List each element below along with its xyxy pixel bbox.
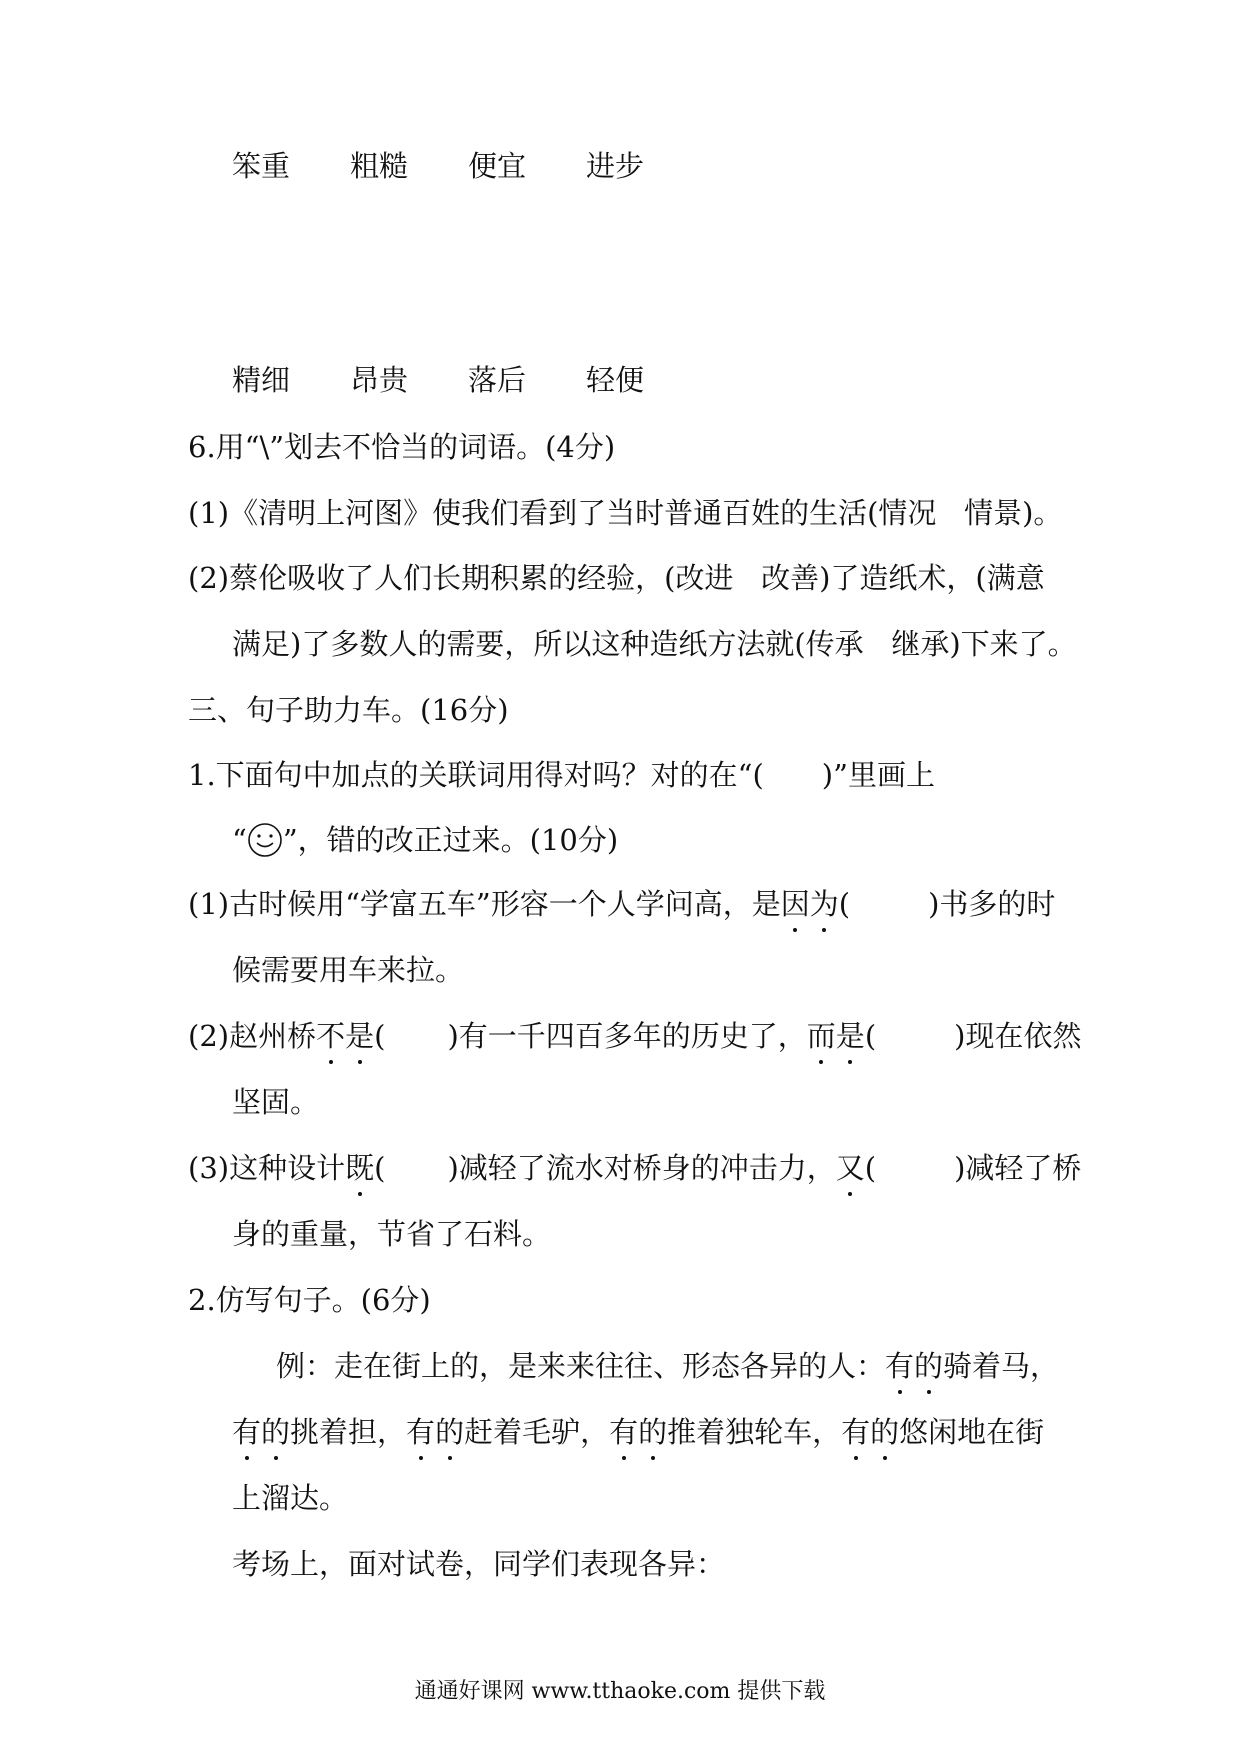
sentence-2: (2)赵州桥不是( )有一千四百多年的历史了，而是( )现在依然 <box>188 1016 1081 1056</box>
word-row-1 <box>232 146 704 186</box>
option: 改善 <box>761 561 820 595</box>
example-line-2: 有的挑着担，有的赶着毛驴，有的推着独轮车，有的悠闲地在街 <box>232 1412 1044 1452</box>
option: 情景 <box>964 496 1023 530</box>
q6-item-2: (2)蔡伦吸收了人们长期积累的经验，(改进 改善)了造纸术，(满意 <box>188 561 1045 595</box>
option: 满足 <box>232 627 291 661</box>
word: 进步 <box>586 149 645 183</box>
option: 满意 <box>986 561 1045 595</box>
q2-title: 2.仿写句子。(6分) <box>188 1283 431 1317</box>
word: 精细 <box>232 363 291 397</box>
option: 传承 <box>805 627 864 661</box>
example-line-1: 例：走在街上的，是来来往往、形态各异的人：有的骑着马， <box>276 1346 1059 1386</box>
footer-credit: 通通好课网 www.tthaoke.com 提供下载 <box>414 1679 826 1704</box>
q6-item-1: (1)《清明上河图》使我们看到了当时普通百姓的生活(情况 情景)。 <box>188 496 1063 530</box>
smiley-face-icon <box>247 822 283 858</box>
option: 改进 <box>675 561 734 595</box>
word-row-2 <box>232 360 704 400</box>
word: 笨重 <box>232 149 291 183</box>
sentence-2-cont: 坚固。 <box>232 1085 320 1119</box>
sentence-1: (1)古时候用“学富五车”形容一个人学问高，是因为( )书多的时 <box>188 884 1055 924</box>
sentence-3: (3)这种设计既( )减轻了流水对桥身的冲击力，又( )减轻了桥 <box>188 1148 1081 1188</box>
q1-line-1: 1.下面句中加点的关联词用得对吗？对的在“( )”里画上 <box>188 758 935 792</box>
q1-line-2: “ ”，错的改正过来。(10分) <box>232 823 619 857</box>
word: 粗糙 <box>350 149 409 183</box>
word: 昂贵 <box>350 363 409 397</box>
q6-title: 6.用“\”划去不恰当的词语。(4分) <box>188 430 616 464</box>
sentence-3-cont: 身的重量，节省了石料。 <box>232 1217 552 1251</box>
word: 轻便 <box>586 363 645 397</box>
word: 便宜 <box>468 149 527 183</box>
option: 情况 <box>878 496 937 530</box>
sentence-1-cont: 候需要用车来拉。 <box>232 953 465 987</box>
imitation-prompt: 考场上，面对试卷，同学们表现各异： <box>232 1547 726 1581</box>
word: 落后 <box>468 363 527 397</box>
option: 继承 <box>891 627 950 661</box>
q6-item-2-cont: 满足)了多数人的需要，所以这种造纸方法就(传承 继承)下来了。 <box>232 627 1077 661</box>
example-line-3: 上溜达。 <box>232 1481 349 1515</box>
section-3-title: 三、句子助力车。(16分) <box>188 693 509 727</box>
